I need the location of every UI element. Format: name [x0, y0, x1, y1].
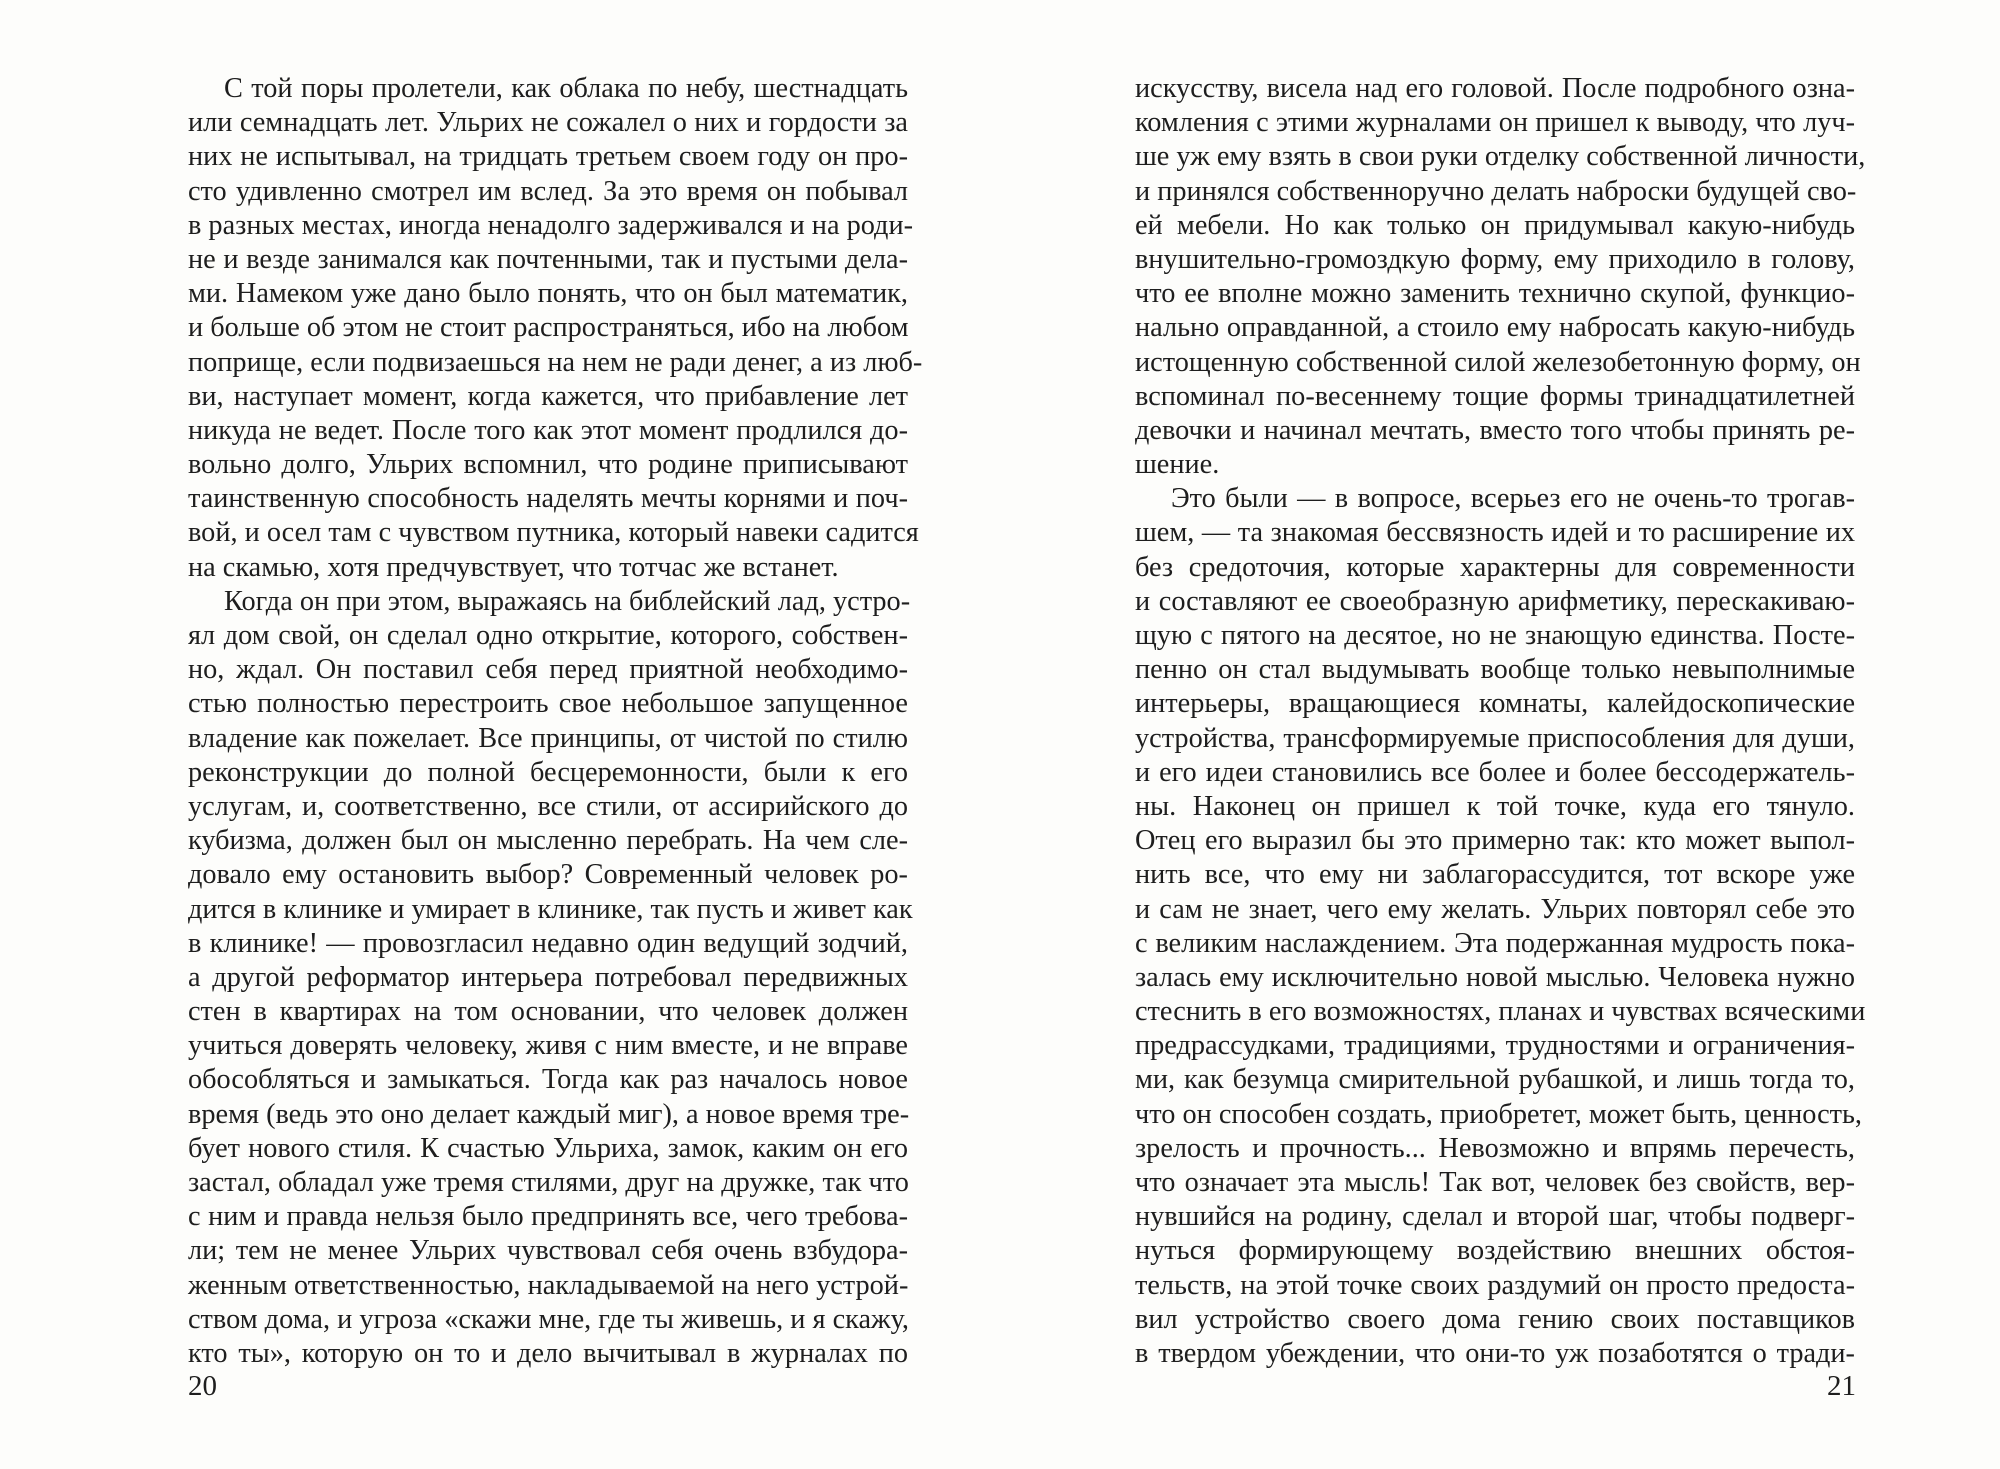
text-line: ял дом свой, он сделал одно открытие, которого, собствен-	[188, 620, 908, 651]
text-line: нально оправданной, а стоило ему набросать какую-нибудь	[1135, 312, 1855, 344]
text-line: женным ответственностью, накладываемой на него устрой-	[188, 1269, 909, 1301]
text-line: ством дома, и угроза «скажи мне, где ты живешь, и я скажу,	[188, 1303, 909, 1335]
text-line: вой, и осел там с чувством путника, который навеки садится	[188, 517, 919, 549]
text-line: нувшийся на родину, сделал и второй шаг, чтобы подверг-	[1135, 1201, 1855, 1233]
text-line: владение как пожелает. Все принципы, от чистой по стилю	[188, 722, 908, 754]
text-line: шем, — та знакомая бессвязность идей и то расширение их	[1135, 517, 1855, 549]
text-line: что означает эта мысль! Так вот, человек без свойств, вер-	[1135, 1167, 1855, 1198]
text-line: ны. Наконец он пришел к той точке, куда его тянуло.	[1135, 790, 1855, 822]
text-line: или семнадцать лет. Ульрих не сожалел о них и гордости за	[188, 107, 908, 139]
text-line: внушительно-громоздкую форму, ему приходило в голову,	[1135, 243, 1855, 275]
text-line: в твердом убеждении, что они-то уж позаботятся о тради-	[1135, 1337, 1855, 1369]
text-line: залась ему исключительно новой мыслью. Человека нужно	[1135, 961, 1855, 993]
text-line: предрассудками, традициями, трудностями и ограничения-	[1135, 1030, 1855, 1062]
text-line: устройства, трансформируемые приспособления для души,	[1135, 722, 1855, 754]
text-line: в клинике! — провозгласил недавно один ведущий зодчий,	[188, 927, 908, 959]
text-line: шение.	[1135, 449, 1220, 481]
text-line: стеснить в его возможностях, планах и чувствах всяческими	[1135, 996, 1866, 1028]
text-line: стен в квартирах на том основании, что человек должен	[188, 996, 908, 1028]
text-line: с великим наслаждением. Эта подержанная мудрость пока-	[1135, 927, 1855, 959]
text-line: кто ты», которую он то и дело вычитывал в журналах по	[188, 1337, 908, 1369]
text-line: никуда не ведет. После того как этот момент продлился до-	[188, 414, 908, 446]
text-line: учиться доверять человеку, живя с ним вместе, и не вправе	[188, 1030, 908, 1062]
text-line: ли; тем не менее Ульрих чувствовал себя очень взбудора-	[188, 1235, 908, 1267]
text-line: а другой реформатор интерьера потребовал передвижных	[188, 961, 908, 993]
text-line: пенно он стал выдумывать вообще только невыполнимые	[1135, 654, 1855, 686]
right-page-text	[1135, 72, 1866, 1371]
text-line: поприще, если подвизаешься на нем не ради денег, а из люб-	[188, 346, 923, 378]
text-line: и его идеи становились все более и более бессодержатель-	[1135, 756, 1855, 788]
text-line: истощенную собственной силой железобетонную форму, он	[1135, 346, 1861, 378]
text-line: стью полностью перестроить свое небольшое запущенное	[188, 688, 908, 720]
text-line: вспоминал по-весеннему тощие формы тринадцатилетней	[1135, 380, 1855, 412]
text-line: них не испытывал, на тридцать третьем своем году он про-	[188, 141, 908, 173]
text-line: девочки и начинал мечтать, вместо того чтобы принять ре-	[1135, 414, 1855, 446]
text-line: комления с этими журналами он пришел к выводу, что луч-	[1135, 107, 1855, 139]
left-page	[188, 72, 923, 1371]
text-line: вил устройство своего дома гению своих поставщиков	[1135, 1303, 1855, 1335]
text-line: не и везде занимался как почтенными, так и пустыми дела-	[188, 243, 908, 275]
text-line: ей мебели. Но как только он придумывал какую-нибудь	[1135, 209, 1855, 241]
text-line: нить все, что ему ни заблагорассудится, тот вскоре уже	[1135, 859, 1855, 891]
left-page-text	[188, 72, 923, 1371]
text-line: кубизма, должен был он мысленно перебрать. На чем сле-	[188, 825, 908, 857]
page-number-left: 20	[188, 1370, 217, 1402]
text-line: на скамью, хотя предчувствует, что тотчас же встанет.	[188, 551, 839, 583]
text-line: застал, обладал уже тремя стилями, друг на дружке, так что	[188, 1167, 909, 1198]
text-line: что он способен создать, приобретет, может быть, ценность,	[1135, 1098, 1863, 1130]
text-line: но, ждал. Он поставил себя перед приятной необходимо-	[188, 654, 908, 686]
text-line: ше уж ему взять в свои руки отделку собственной личности,	[1135, 141, 1866, 173]
text-line: Когда он при этом, выражаясь на библейский лад, устро-	[224, 585, 911, 617]
right-page	[1135, 72, 1866, 1371]
text-line: и составляют ее своеобразную арифметику, перескакиваю-	[1135, 585, 1855, 617]
text-line: что ее вполне можно заменить технично скупой, функцио-	[1135, 278, 1855, 310]
text-line: услугам, и, соответственно, все стили, от ассирийского до	[188, 790, 908, 822]
text-line: сто удивленно смотрел им вслед. За это время он побывал	[188, 175, 908, 207]
text-line: С той поры пролетели, как облака по небу, шестнадцать	[224, 73, 908, 104]
text-line: дится в клинике и умирает в клинике, так пусть и живет как	[188, 893, 913, 925]
text-line: ми, как безумца смирительной рубашкой, и лишь тогда то,	[1135, 1064, 1855, 1096]
text-line: искусству, висела над его головой. После подробного озна-	[1135, 73, 1855, 104]
text-line: ви, наступает момент, когда кажется, что прибавление лет	[188, 380, 908, 412]
text-line: время (ведь это оно делает каждый миг), а новое время тре-	[188, 1098, 910, 1130]
text-line: без средоточия, которые характерны для современности	[1135, 551, 1855, 583]
text-line: тельств, на этой точке своих раздумий он просто предоста-	[1135, 1269, 1855, 1301]
text-line: Отец его выразил бы это примерно так: кто может выпол-	[1135, 825, 1855, 857]
text-line: и больше об этом не стоит распространяться, ибо на любом	[188, 312, 909, 344]
text-line: щую с пятого на десятое, но не знающую единства. Посте-	[1135, 620, 1855, 651]
text-line: реконструкции до полной бесцеремонности, были к его	[188, 756, 908, 788]
text-line: довало ему остановить выбор? Современный человек ро-	[188, 859, 908, 891]
text-line: Это были — в вопросе, всерьез его не очень-то трогав-	[1171, 483, 1855, 515]
text-line: ми. Намеком уже дано было понять, что он был математик,	[188, 278, 908, 310]
text-line: и принялся собственноручно делать наброски будущей сво-	[1135, 175, 1857, 207]
text-line: нуться формирующему воздействию внешних обстоя-	[1135, 1235, 1855, 1267]
text-line: с ним и правда нельзя было предпринять все, чего требова-	[188, 1201, 908, 1233]
text-line: интерьеры, вращающиеся комнаты, калейдоскопические	[1135, 688, 1855, 720]
text-line: зрелость и прочность... Невозможно и впрямь перечесть,	[1135, 1132, 1855, 1164]
text-line: бует нового стиля. К счастью Ульриха, замок, каким он его	[188, 1132, 908, 1164]
text-line: таинственную способность наделять мечты корнями и поч-	[188, 483, 908, 515]
page-number-right: 21	[1827, 1370, 1856, 1402]
text-line: обособляться и замыкаться. Тогда как раз началось новое	[188, 1064, 908, 1096]
text-line: вольно долго, Ульрих вспомнил, что родине приписывают	[188, 449, 908, 481]
text-line: в разных местах, иногда ненадолго задерживался и на роди-	[188, 209, 914, 241]
text-line: и сам не знает, чего ему желать. Ульрих повторял себе это	[1135, 893, 1855, 925]
